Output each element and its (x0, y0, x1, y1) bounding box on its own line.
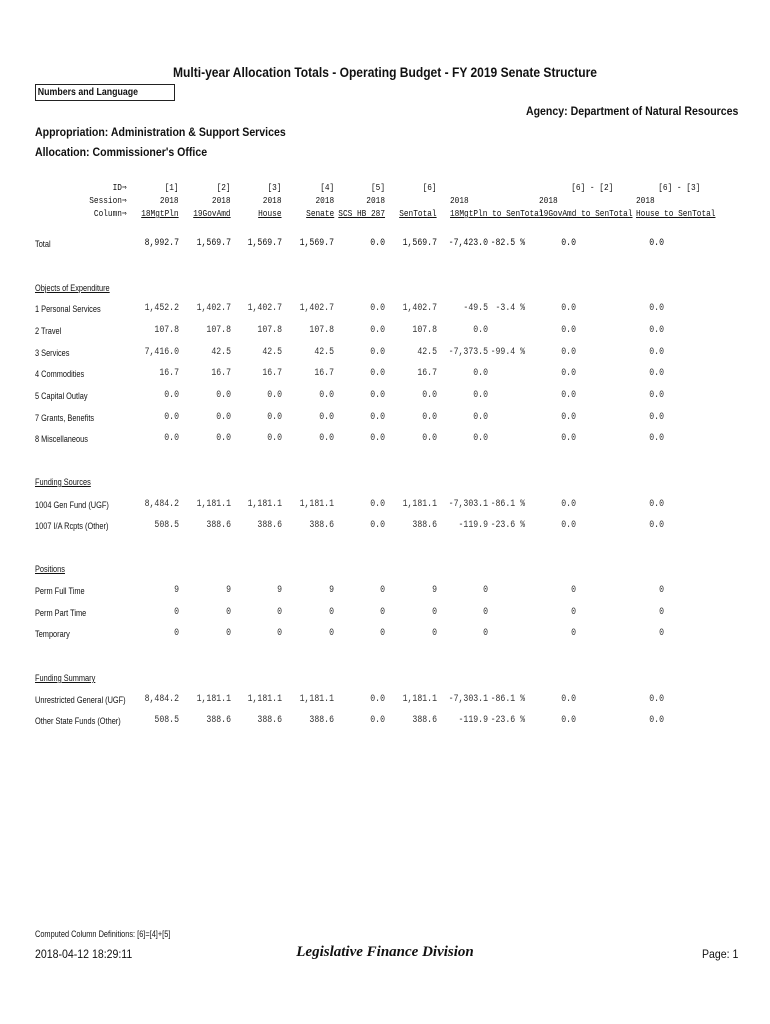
row-value: 0 (380, 628, 385, 639)
row-value: 0 (174, 628, 179, 639)
row-value: 0.0 (561, 694, 576, 705)
row-value: 0 (277, 607, 282, 618)
row-value: 107.8 (206, 325, 231, 336)
column-header-session: 2018 (366, 195, 385, 206)
row-value: 0.0 (370, 520, 385, 531)
row-label: 8 Miscellaneous (35, 434, 88, 444)
row-value: 0.0 (473, 368, 488, 379)
row-value: 0.0 (649, 433, 664, 444)
row-value: 1,402.7 (196, 303, 231, 314)
row-label: 1007 I/A Rcpts (Other) (35, 521, 109, 531)
row-label: 3 Services (35, 348, 70, 358)
row-value: 0.0 (473, 433, 488, 444)
row-value: 42.5 (417, 347, 437, 358)
column-header-id: [6] (422, 182, 437, 193)
row-value: 0.0 (473, 325, 488, 336)
row-value: 0 (432, 628, 437, 639)
column-header-detail (539, 194, 633, 220)
row-value: 0 (432, 607, 437, 618)
row-value: -86.1 % (490, 499, 525, 510)
column-header (194, 181, 231, 220)
column-header-name: 19GovAmd (193, 208, 231, 219)
row-value: 0.0 (370, 238, 385, 249)
row-value: -7,303.1 (448, 499, 488, 510)
row-value: 0.0 (216, 390, 231, 401)
row-value: 0.0 (561, 412, 576, 423)
column-header-session: 2018 (636, 195, 655, 206)
column-header-id: [5] (370, 182, 385, 193)
row-label: 5 Capital Outlay (35, 391, 88, 401)
row-value: 0 (380, 607, 385, 618)
row-value: 107.8 (257, 325, 282, 336)
row-label: 2 Travel (35, 326, 62, 336)
row-value: 388.6 (309, 715, 334, 726)
header-row-label: ID⇒ (112, 182, 127, 193)
column-header-detail (636, 194, 715, 220)
column-header (338, 181, 385, 220)
row-value: 9 (226, 585, 231, 596)
column-header (142, 181, 179, 220)
row-value: 0 (483, 628, 488, 639)
row-value: 0.0 (216, 433, 231, 444)
row-value: 0.0 (561, 715, 576, 726)
row-value: -86.1 % (490, 694, 525, 705)
row-label: Unrestricted General (UGF) (35, 695, 126, 705)
row-value: 0 (329, 628, 334, 639)
row-value: 0 (571, 585, 576, 596)
column-header-session: 2018 (160, 195, 179, 206)
column-header-id: [6] - [3] (657, 182, 700, 193)
row-value: 107.8 (412, 325, 437, 336)
row-value: 388.6 (257, 520, 282, 531)
row-value: 0 (226, 628, 231, 639)
row-value: 0.0 (370, 412, 385, 423)
row-value: 0.0 (319, 412, 334, 423)
row-value: 388.6 (206, 520, 231, 531)
row-value: 0.0 (370, 303, 385, 314)
row-label: 1004 Gen Fund (UGF) (35, 500, 109, 510)
row-value: 0.0 (267, 433, 282, 444)
row-label: Perm Full Time (35, 586, 85, 596)
column-header-name: House to SenTotal (636, 208, 716, 219)
appropriation-label: Appropriation: Administration & Support Services (35, 125, 286, 139)
column-header-session (400, 194, 437, 207)
row-value: -7,303.1 (448, 694, 488, 705)
row-value: 1,402.7 (247, 303, 282, 314)
row-value: 1,569.7 (196, 238, 231, 249)
row-value: 1,181.1 (247, 499, 282, 510)
column-header-name: House (258, 208, 282, 219)
numbers-language-label: Numbers and Language (37, 87, 138, 98)
section-title: Positions (35, 564, 65, 574)
row-value: 508.5 (154, 715, 179, 726)
row-value: 0 (659, 607, 664, 618)
row-value: 1,452.2 (144, 303, 179, 314)
row-value: 107.8 (309, 325, 334, 336)
row-value: 0.0 (267, 390, 282, 401)
row-value: 0.0 (267, 412, 282, 423)
row-label: 7 Grants, Benefits (35, 413, 95, 423)
row-value: 9 (432, 585, 437, 596)
row-value: 7,416.0 (144, 347, 179, 358)
column-header-session: 2018 (450, 195, 469, 206)
row-value: 0.0 (319, 433, 334, 444)
row-value: 0.0 (370, 499, 385, 510)
row-value: 0.0 (473, 412, 488, 423)
row-value: 42.5 (211, 347, 231, 358)
section-title: Funding Summary (35, 673, 96, 683)
header-row-label: Column⇒ (94, 208, 127, 219)
row-value: 0.0 (561, 499, 576, 510)
row-value: 0.0 (422, 412, 437, 423)
row-value: 1,181.1 (247, 694, 282, 705)
column-header-name: 18MgtPln to SenTotal (450, 208, 544, 219)
column-header-detail (450, 194, 544, 220)
row-value: 16.7 (262, 368, 282, 379)
row-value: 0.0 (649, 325, 664, 336)
row-value: 0 (571, 628, 576, 639)
row-value: 0.0 (164, 433, 179, 444)
row-value: 0.0 (216, 412, 231, 423)
division-signature: Legislative Finance Division (296, 944, 474, 960)
column-header-name: Senate (305, 208, 334, 219)
row-value: 8,992.7 (144, 238, 179, 249)
row-value: 16.7 (314, 368, 334, 379)
row-value: 0.0 (561, 347, 576, 358)
row-value: 16.7 (417, 368, 437, 379)
row-value: 0.0 (649, 412, 664, 423)
row-value: -7,373.5 (448, 347, 488, 358)
row-value: -7,423.0 (448, 238, 488, 249)
row-value: 1,569.7 (402, 238, 437, 249)
row-value: 1,181.1 (402, 694, 437, 705)
row-value: 9 (329, 585, 334, 596)
row-value: 0.0 (370, 368, 385, 379)
report-timestamp: 2018-04-12 18:29:11 (35, 947, 133, 961)
row-value: -23.6 % (490, 715, 525, 726)
row-value: -119.9 (458, 715, 488, 726)
computed-column-definitions: Computed Column Definitions: [6]=[4]+[5] (35, 929, 171, 939)
row-label: 1 Personal Services (35, 304, 101, 314)
row-value: 388.6 (206, 715, 231, 726)
row-value: 0.0 (422, 390, 437, 401)
column-header-name: 19GovAmd to SenTotal (539, 208, 633, 219)
row-value: 0.0 (649, 520, 664, 531)
row-value: 0 (571, 607, 576, 618)
section-title: Funding Sources (35, 477, 91, 487)
header-row-labels (90, 181, 127, 220)
row-value: -49.5 (463, 303, 488, 314)
row-value: 0.0 (561, 520, 576, 531)
row-value: 0.0 (649, 694, 664, 705)
row-value: 42.5 (262, 347, 282, 358)
row-value: 9 (174, 585, 179, 596)
agency-label: Agency: Department of Natural Resources (525, 104, 738, 118)
row-value: 388.6 (412, 520, 437, 531)
row-label: Perm Part Time (35, 608, 87, 618)
row-value: 0 (659, 628, 664, 639)
allocation-label: Allocation: Commissioner's Office (35, 145, 208, 159)
row-value: 0.0 (370, 347, 385, 358)
row-value: 107.8 (154, 325, 179, 336)
row-value: 1,402.7 (402, 303, 437, 314)
column-header (306, 181, 334, 220)
row-value: 0.0 (561, 303, 576, 314)
row-value: 8,484.2 (144, 499, 179, 510)
row-value: 0.0 (561, 325, 576, 336)
row-value: 1,569.7 (299, 238, 334, 249)
report-title: Multi-year Allocation Totals - Operating Budget - FY 2019 Senate Structure (173, 64, 597, 80)
row-value: 0.0 (649, 715, 664, 726)
row-value: 8,484.2 (144, 694, 179, 705)
column-header-session: 2018 (212, 195, 231, 206)
row-value: 1,181.1 (196, 694, 231, 705)
row-label: Total (35, 239, 51, 249)
row-value: 0 (483, 607, 488, 618)
row-value: -119.9 (458, 520, 488, 531)
row-value: 0.0 (319, 390, 334, 401)
column-header-name: SenTotal (399, 208, 437, 219)
row-value: 16.7 (159, 368, 179, 379)
column-header-id: [1] (164, 182, 179, 193)
row-value: 0.0 (370, 694, 385, 705)
row-value: 0 (226, 607, 231, 618)
row-value: 0.0 (370, 325, 385, 336)
row-value: 388.6 (412, 715, 437, 726)
row-value: 0.0 (561, 368, 576, 379)
row-value: 0.0 (164, 412, 179, 423)
column-header-name: SCS HB 287 (338, 208, 385, 219)
row-value: 0.0 (649, 390, 664, 401)
row-value: 388.6 (257, 715, 282, 726)
row-value: 0.0 (649, 347, 664, 358)
row-value: 9 (277, 585, 282, 596)
row-value: 0 (380, 585, 385, 596)
column-header (259, 181, 282, 220)
row-value: 0 (659, 585, 664, 596)
row-value: 1,181.1 (196, 499, 231, 510)
row-value: -99.4 % (490, 347, 525, 358)
row-value: 0.0 (649, 368, 664, 379)
row-value: 0 (174, 607, 179, 618)
row-label: Temporary (35, 629, 70, 639)
row-label: Other State Funds (Other) (35, 716, 121, 726)
row-value: 0.0 (649, 303, 664, 314)
row-value: 0.0 (422, 433, 437, 444)
column-header-session: 2018 (263, 195, 282, 206)
row-value: -3.4 % (495, 303, 525, 314)
row-value: 508.5 (154, 520, 179, 531)
row-value: -82.5 % (490, 238, 525, 249)
column-header-session: 2018 (539, 195, 558, 206)
column-header-id: [3] (267, 182, 282, 193)
row-value: 0.0 (164, 390, 179, 401)
row-value: 1,402.7 (299, 303, 334, 314)
column-header (400, 181, 437, 220)
column-header-name: 18MgtPln (141, 208, 179, 219)
row-value: 1,181.1 (299, 499, 334, 510)
row-value: 1,569.7 (247, 238, 282, 249)
row-value: 1,181.1 (402, 499, 437, 510)
header-row-label: Session⇒ (89, 195, 127, 206)
row-value: 0.0 (649, 238, 664, 249)
row-value: 0.0 (370, 715, 385, 726)
row-value: 16.7 (211, 368, 231, 379)
column-header-id: [4] (319, 182, 334, 193)
column-header-id: [6] - [2] (570, 182, 613, 193)
section-title: Objects of Expenditure (35, 283, 110, 293)
row-value: 0.0 (649, 499, 664, 510)
row-value: 0.0 (370, 433, 385, 444)
row-value: 0.0 (370, 390, 385, 401)
numbers-language-box (35, 84, 175, 101)
column-header-session: 2018 (315, 195, 334, 206)
row-value: 0 (329, 607, 334, 618)
page-number: Page: 1 (701, 947, 738, 961)
row-value: 0.0 (561, 238, 576, 249)
row-value: 388.6 (309, 520, 334, 531)
column-header-id: [2] (216, 182, 231, 193)
row-value: 0.0 (561, 390, 576, 401)
row-value: 1,181.1 (299, 694, 334, 705)
row-value: 42.5 (314, 347, 334, 358)
row-value: 0 (277, 628, 282, 639)
row-label: 4 Commodities (35, 369, 85, 379)
row-value: -23.6 % (490, 520, 525, 531)
row-value: 0.0 (561, 433, 576, 444)
row-value: 0.0 (473, 390, 488, 401)
row-value: 0 (483, 585, 488, 596)
